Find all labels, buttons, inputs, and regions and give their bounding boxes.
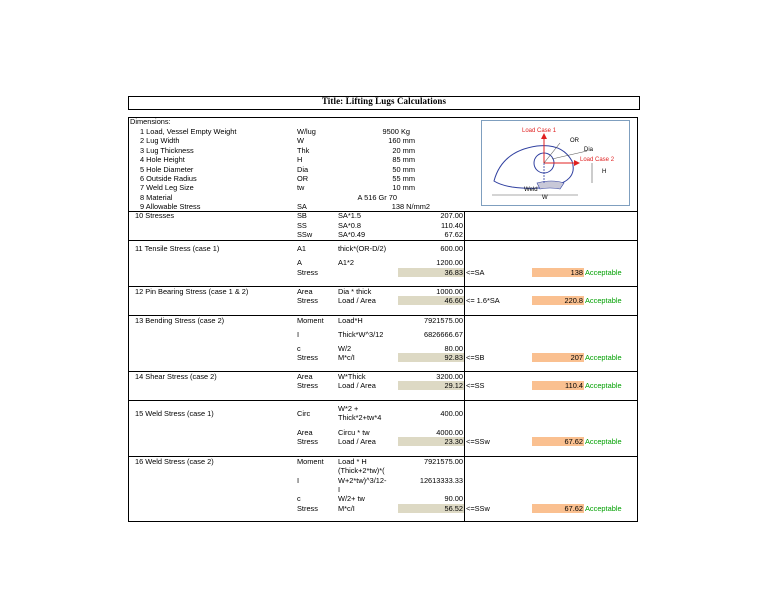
dim-label: 7 Weld Leg Size: [140, 183, 194, 192]
section-10-label: 10 Stresses: [135, 211, 175, 220]
load-case-1-label: Load Case 1: [522, 128, 557, 134]
s15-formula: Circu * tw: [338, 428, 370, 437]
s13-stress-value: 92.83: [444, 353, 463, 362]
s10-value: 67.62: [444, 230, 463, 239]
s16-value: 90.00: [444, 494, 463, 503]
section-13-label: 13 Bending Stress (case 2): [135, 316, 225, 325]
s12-value: 1000.00: [436, 287, 463, 296]
dim-value: 50 mm: [392, 165, 415, 174]
s11-formula: thick*(OR-D/2): [338, 244, 387, 253]
s15-formula: W*2 +: [338, 404, 359, 413]
s15-sym: Area: [297, 428, 313, 437]
s15-allow: 67.62: [564, 437, 583, 446]
s16-sym: Stress: [297, 504, 318, 513]
dim-value: 160 mm: [388, 136, 415, 145]
h-label: H: [602, 169, 607, 175]
s14-status: Acceptable: [585, 381, 622, 390]
s15-value: 4000.00: [436, 428, 463, 437]
dim-value: 10 mm: [392, 183, 415, 192]
s14-formula: Load / Area: [338, 381, 376, 390]
s16-formula: Load * H: [338, 457, 367, 466]
dim-value: 85 mm: [392, 155, 415, 164]
dim-sym: tw: [297, 183, 305, 192]
lug-diagram: [481, 120, 630, 206]
dim-sym: OR: [297, 174, 309, 183]
s16-status: Acceptable: [585, 504, 622, 513]
s14-formula: W*Thick: [338, 372, 366, 381]
s15-stress-value: 23.30: [444, 437, 463, 446]
dim-sym: Thk: [297, 146, 310, 155]
s12-stress-value: 46.60: [444, 296, 463, 305]
section-16-label: 16 Weld Stress (case 2): [135, 457, 214, 466]
s13-sym: I: [297, 330, 300, 339]
s13-value: 80.00: [444, 344, 463, 353]
s16-allow: 67.62: [564, 504, 583, 513]
s16-sym: Moment: [297, 457, 324, 466]
s11-formula: A1*2: [338, 258, 355, 267]
s15-sym: Circ: [297, 409, 311, 418]
s11-allow: 138: [570, 268, 583, 277]
section-15-label: 15 Weld Stress (case 1): [135, 409, 214, 418]
s15-status: Acceptable: [585, 437, 622, 446]
s13-formula: M*c/I: [338, 353, 355, 362]
s13-sym: Stress: [297, 353, 318, 362]
title-box: [128, 96, 640, 110]
s11-stress-value: 36.83: [444, 268, 463, 277]
s11-sym: Stress: [297, 268, 318, 277]
s16-formula: I: [338, 485, 341, 494]
dim-label: 5 Hole Diameter: [140, 165, 194, 174]
s13-value: 7921575.00: [423, 316, 463, 325]
s16-value: 12613333.33: [419, 476, 463, 485]
dim-label: 4 Hole Height: [140, 155, 185, 164]
s11-sym: A: [297, 258, 302, 267]
s16-formula: M*c/I: [338, 504, 355, 513]
s11-value: 1200.00: [436, 258, 463, 267]
dim-label: 1 Load, Vessel Empty Weight: [140, 127, 237, 136]
load-case-2-label: Load Case 2: [580, 157, 615, 163]
s11-sym: A1: [297, 244, 307, 253]
s14-stress-value: 29.12: [444, 381, 463, 390]
dia-label: Dia: [584, 147, 594, 153]
s11-status: Acceptable: [585, 268, 622, 277]
s12-allow: 220.8: [564, 296, 583, 305]
s13-sym: c: [297, 344, 301, 353]
s16-sym: I: [297, 476, 300, 485]
page-title: Title: Lifting Lugs Calculations: [321, 96, 447, 106]
s11-compare: <=SA: [466, 268, 485, 277]
column-divider: [464, 211, 465, 522]
s10-formula: SA*1.5: [338, 211, 362, 220]
s15-sym: Stress: [297, 437, 318, 446]
dim-label: 9 Allowable Stress: [140, 202, 201, 211]
s12-compare: <= 1.6*SA: [466, 296, 500, 305]
s16-sym: c: [297, 494, 301, 503]
s13-sym: Moment: [297, 316, 324, 325]
s13-formula: W/2: [338, 344, 352, 353]
s16-formula: W/2+ tw: [338, 494, 365, 503]
section-14-label: 14 Shear Stress (case 2): [135, 372, 217, 381]
s10-sym: SS: [297, 221, 307, 230]
dimensions-header: Dimensions:: [130, 117, 171, 126]
dim-value: 9500 Kg: [382, 127, 410, 136]
s12-formula: Dia * thick: [338, 287, 372, 296]
section-11-label: 11 Tensile Stress (case 1): [135, 244, 220, 253]
s15-compare: <=SSw: [466, 437, 490, 446]
s12-formula: Load / Area: [338, 296, 376, 305]
s14-value: 3200.00: [436, 372, 463, 381]
s12-status: Acceptable: [585, 296, 622, 305]
divider-10: [128, 211, 638, 212]
divider-15: [128, 400, 638, 401]
dim-sym: SA: [297, 202, 307, 211]
dim-value: A 516 Gr 70: [357, 193, 397, 202]
s15-formula: Load / Area: [338, 437, 376, 446]
s11-value: 600.00: [440, 244, 463, 253]
s14-compare: <=SS: [466, 381, 485, 390]
s12-sym: Stress: [297, 296, 318, 305]
s16-formula: (Thick+2*tw)*(: [338, 466, 385, 475]
s15-value: 400.00: [440, 409, 463, 418]
s13-value: 6826666.67: [423, 330, 463, 339]
section-12-label: 12 Pin Bearing Stress (case 1 & 2): [135, 287, 249, 296]
dim-label: 8 Material: [140, 193, 173, 202]
s14-sym: Stress: [297, 381, 318, 390]
s14-allow: 110.4: [565, 381, 583, 390]
dim-sym: H: [297, 155, 303, 164]
dim-value: 20 mm: [392, 146, 415, 155]
s10-sym: SB: [297, 211, 307, 220]
s13-formula: Load*H: [338, 316, 363, 325]
w-label: W: [542, 195, 548, 201]
weld-label: Weld: [524, 187, 538, 193]
s16-stress-value: 56.52: [444, 504, 463, 513]
dim-sym: W/lug: [297, 127, 316, 136]
s13-allow: 207: [570, 353, 583, 362]
s15-formula: Thick*2+tw*4: [338, 413, 382, 422]
dim-sym: Dia: [297, 165, 309, 174]
s16-value: 7921575.00: [423, 457, 463, 466]
s12-sym: Area: [297, 287, 313, 296]
s14-sym: Area: [297, 372, 313, 381]
s10-value: 110.40: [440, 221, 463, 230]
dim-label: 6 Outside Radius: [140, 174, 197, 183]
dim-value: 55 mm: [392, 174, 415, 183]
s10-formula: SA*0.8: [338, 221, 362, 230]
dim-label: 3 Lug Thickness: [140, 146, 194, 155]
s10-value: 207.00: [440, 211, 463, 220]
or-label: OR: [570, 138, 579, 144]
s13-formula: Thick*W^3/12: [338, 330, 384, 339]
dim-label: 2 Lug Width: [140, 136, 180, 145]
s13-compare: <=SB: [466, 353, 485, 362]
s16-formula: W+2*tw)^3/12-: [338, 476, 387, 485]
s10-sym: SSw: [297, 230, 313, 239]
s13-status: Acceptable: [585, 353, 622, 362]
dim-sym: W: [297, 136, 304, 145]
s16-compare: <=SSw: [466, 504, 490, 513]
dim-value: 138 N/mm2: [391, 202, 430, 211]
s10-formula: SA*0.49: [338, 230, 366, 239]
divider-11: [128, 240, 638, 241]
